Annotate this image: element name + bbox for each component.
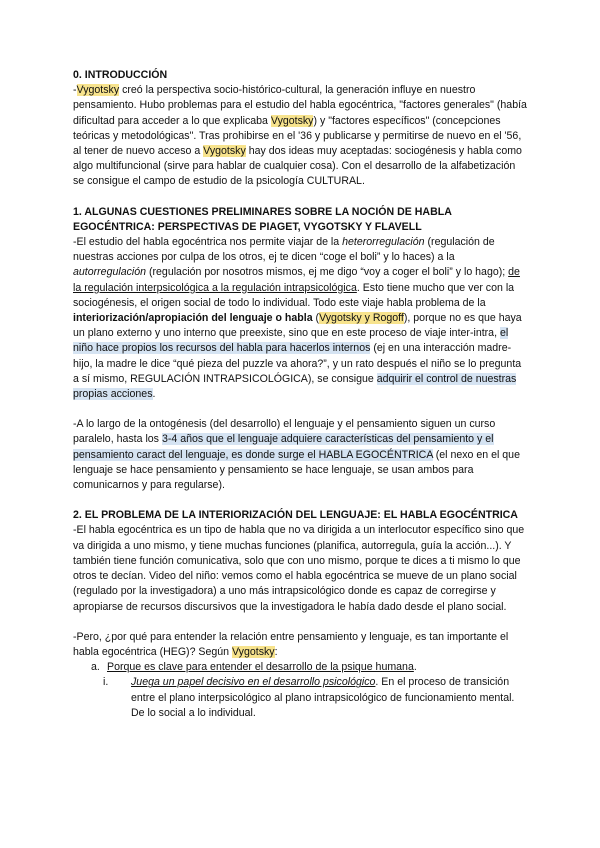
- section-0-paragraph: [73, 83, 528, 189]
- list-marker: a.: [91, 661, 100, 674]
- section-1-paragraph-1: [73, 235, 528, 402]
- list-marker: i.: [103, 676, 109, 689]
- highlight-vygotsky-rogoff: Vygotsky y Rogoff: [319, 312, 404, 325]
- text-run: .: [413, 661, 417, 674]
- text-run: -A lo largo de la ontogénesis (del desarrollo) el lenguaje y el pensamiento siguen un curso paralelo, hasta los: [73, 418, 496, 446]
- text-run: (regulación de nuestras acciones por culpa de los otros, ej te dicen “coge el boli” y lo haces) a la: [73, 236, 495, 264]
- text-run: ), porque no es que haya un plano externo y uno interno que preexiste, sino que en este proceso de viaje inter-intra,: [73, 312, 522, 340]
- text-run: ) y "factores específicos" (concepciones teóricas y metodológicas". Tras prohibirse en el '36 y publicarse y permitirse de nuevo en el '56, al tener de nuevo acceso a: [73, 114, 522, 158]
- highlight-blue: 3-4 años que el lenguaje adquiere características del pensamiento y el pensamiento caract del lenguaje, es donde surge el HABLA EGOCÉNTRICA: [73, 433, 494, 461]
- list-item-i: [73, 675, 528, 721]
- list-item-emphasis: Juega un papel decisivo en el desarrollo psicológico: [131, 676, 376, 689]
- section-2-paragraph-1: -El habla egocéntrica es un tipo de habla que no va dirigida a un interlocutor específico sino que va dirigida a uno mismo, y tiene muchas funciones (planifica, autorregula, guía la acción...). Y también tiene función comunicativa, solo que con uno mismo, porque te dices a ti mismo lo que otros te decían. Video del niño: vemos como el habla egocéntrica se mueve de un plano social (regulado por la investigadora) a uno más intrapsicológico donde es capaz de corregirse y apropiarse de recursos discursivos que la investigadora le había dado desde el plano social.: [73, 524, 525, 613]
- list-item-text: Porque es clave para entender el desarrollo de la psique humana: [107, 661, 414, 674]
- section-1-heading: 1. ALGUNAS CUESTIONES PRELIMINARES SOBRE LA NOCIÓN DE HABLA EGOCÉNTRICA: PERSPECTIVAS DE PIAGET, VYGOTSKY Y FLAVELL: [73, 205, 452, 233]
- highlight-vygotsky: Vygotsky: [232, 645, 275, 658]
- highlight-blue: adquirir el control de nuestras propias acciones: [73, 372, 517, 401]
- highlight-vygotsky: Vygotsky: [270, 114, 314, 127]
- term-autorregulacion: autorregulación: [73, 266, 147, 279]
- text-run: -Pero, ¿por qué para entender la relación entre pensamiento y lenguaje, es tan importante el habla egocéntrica (HEG)? Según: [73, 630, 509, 658]
- text-run: (el nexo en el que lenguaje se hace pensamiento y pensamiento se hace lenguaje, se usan ambos para comunicarnos y para regularse).: [73, 448, 520, 492]
- text-run: :: [274, 645, 278, 658]
- highlight-blue: el niño hace propios los recursos del habla para hacerlos internos: [73, 327, 509, 355]
- section-2-heading: 2. EL PROBLEMA DE LA INTERIORIZACIÓN DEL LENGUAJE: EL HABLA EGOCÉNTRICA: [73, 509, 518, 522]
- text-run: (regulación por nosotros mismos, ej me digo “voy a coger el boli” y lo hago);: [146, 266, 509, 279]
- document-page: [73, 68, 528, 721]
- text-run: (: [312, 312, 320, 325]
- text-run: .: [152, 388, 156, 401]
- section-1-paragraph-2: [73, 417, 528, 493]
- term-heterorregulacion: heterorregulación: [342, 236, 425, 249]
- section-2-paragraph-2: [73, 630, 528, 660]
- text-run: . En el proceso de transición entre el plano interpsicológico al plano intrapsicológico de funcionamiento mental. De lo social a lo individual.: [131, 676, 515, 719]
- text-run: -El estudio del habla egocéntrica nos permite viajar de la: [73, 236, 343, 249]
- section-0-heading: 0. INTRODUCCIÓN: [73, 69, 168, 81]
- highlight-vygotsky: Vygotsky: [203, 145, 246, 158]
- text-run: creó la perspectiva socio-histórico-cultural, la generación influye en nuestro pensamiento. Hubo problemas para el estudio del habla egocéntrica, "factores generales" (había dificultad para acceder a lo que explicaba: [73, 84, 527, 127]
- text-run: . Esto tiene mucho que ver con la sociogénesis, el origen social de todo lo individual. Todo este viaje habla problema de la: [73, 281, 515, 309]
- text-run: (ej en una interacción madre-hijo, la madre le dice “qué pieza del puzzle va ahora?”, y un rato después el niño se lo pregunta a sí mismo, REGULACIÓN INTRAPSICOLÓGICA), se consigue: [73, 342, 522, 385]
- list-item-a: [73, 660, 528, 675]
- text-run: hay dos ideas muy aceptadas: sociogénesis y habla como algo multifuncional (sirve para hablar de cualquier cosa). Con el desarrollo de la alfabetización se consigue el campo de estudio de la psicología CULTURAL.: [73, 145, 522, 188]
- underlined-text: de la regulación interpsicológica a la regulación intrapsicológica: [73, 266, 520, 294]
- text-run: -: [73, 84, 77, 97]
- bold-text: interiorización/apropiación del lenguaje o habla: [73, 312, 313, 325]
- highlight-vygotsky: Vygotsky: [76, 84, 120, 97]
